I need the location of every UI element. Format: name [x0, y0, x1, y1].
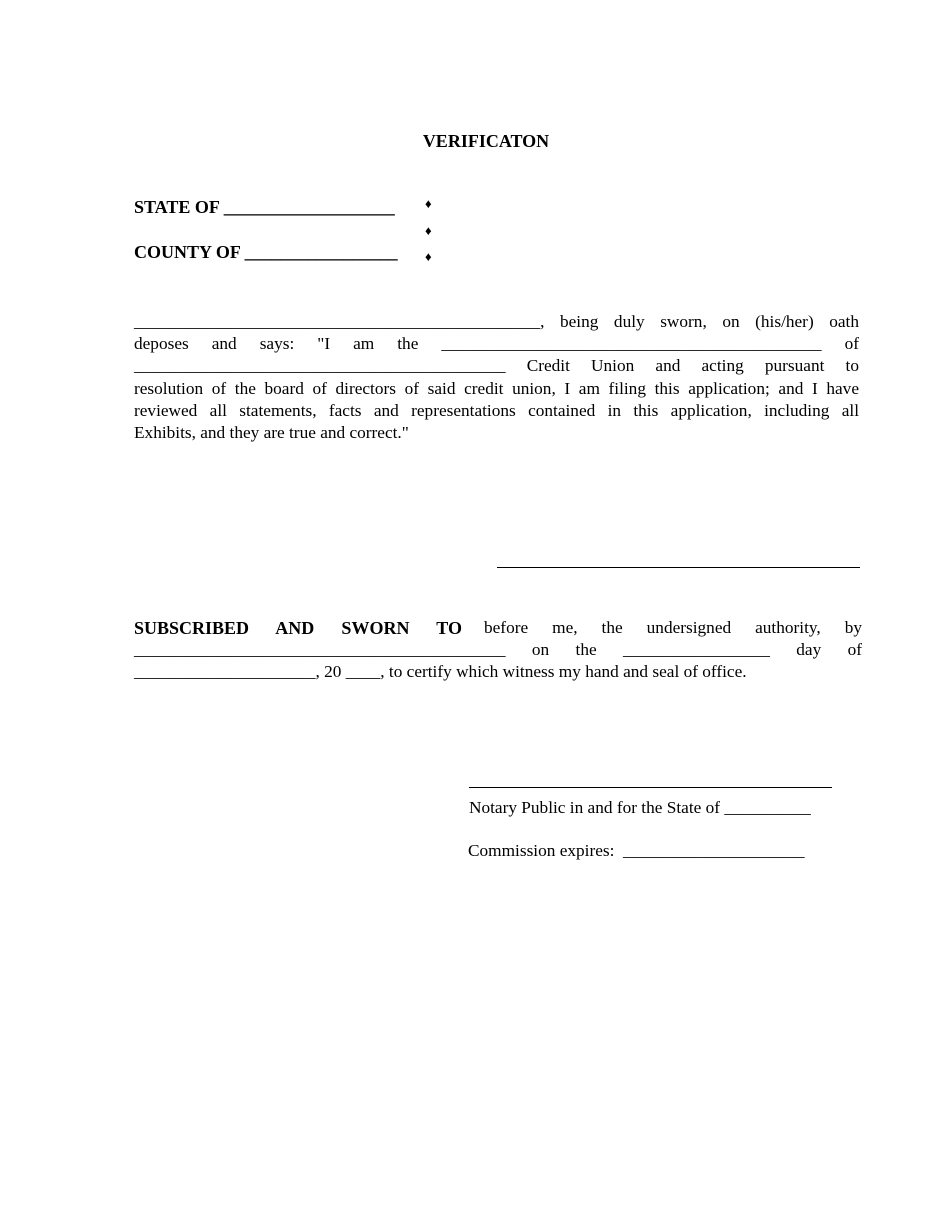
subscribed-bold-lead: SUBSCRIBED AND SWORN TO [134, 618, 462, 638]
state-line [134, 197, 395, 218]
diamond-icon: ♦ [425, 196, 432, 211]
page-title: VERIFICATON [422, 131, 550, 151]
affiant-signature-line [497, 567, 860, 568]
oath-paragraph [134, 311, 859, 444]
oath-line: deposes and says: "I am the ____________________________________________ of [134, 334, 859, 354]
notary-signature-line [469, 787, 832, 788]
subscribed-paragraph [134, 617, 862, 684]
notary-title-line: Notary Public in and for the State of __________ [469, 798, 811, 817]
subscribed-line-rest: before me, the undersigned authority, by [484, 618, 862, 637]
diamond-icon: ♦ [425, 223, 432, 238]
oath-line: ___________________________________________ Credit Union and acting pursuant to [134, 356, 859, 376]
county-line [134, 242, 398, 263]
county-label: COUNTY OF [134, 242, 241, 262]
state-label: STATE OF [134, 197, 220, 217]
diamond-icon: ♦ [425, 249, 432, 264]
oath-line: reviewed all statements, facts and representations contained in this application, including all [134, 400, 859, 420]
commission-expires-line: Commission expires: _____________________ [468, 841, 805, 860]
state-blank: ___________________ [223, 197, 395, 217]
oath-line: resolution of the board of directors of said credit union, I am filing this application; and I have [134, 378, 859, 398]
subscribed-line: _____________________, 20 ____, to certify which witness my hand and seal of office. [134, 662, 747, 682]
subscribed-line [134, 617, 862, 639]
subscribed-line: ___________________________________________ on the _________________ day of [134, 640, 862, 660]
oath-line: Exhibits, and they are true and correct." [134, 423, 409, 443]
oath-line: _______________________________________________, being duly sworn, on (his/her) oath [134, 312, 859, 331]
county-blank: _________________ [244, 242, 398, 262]
